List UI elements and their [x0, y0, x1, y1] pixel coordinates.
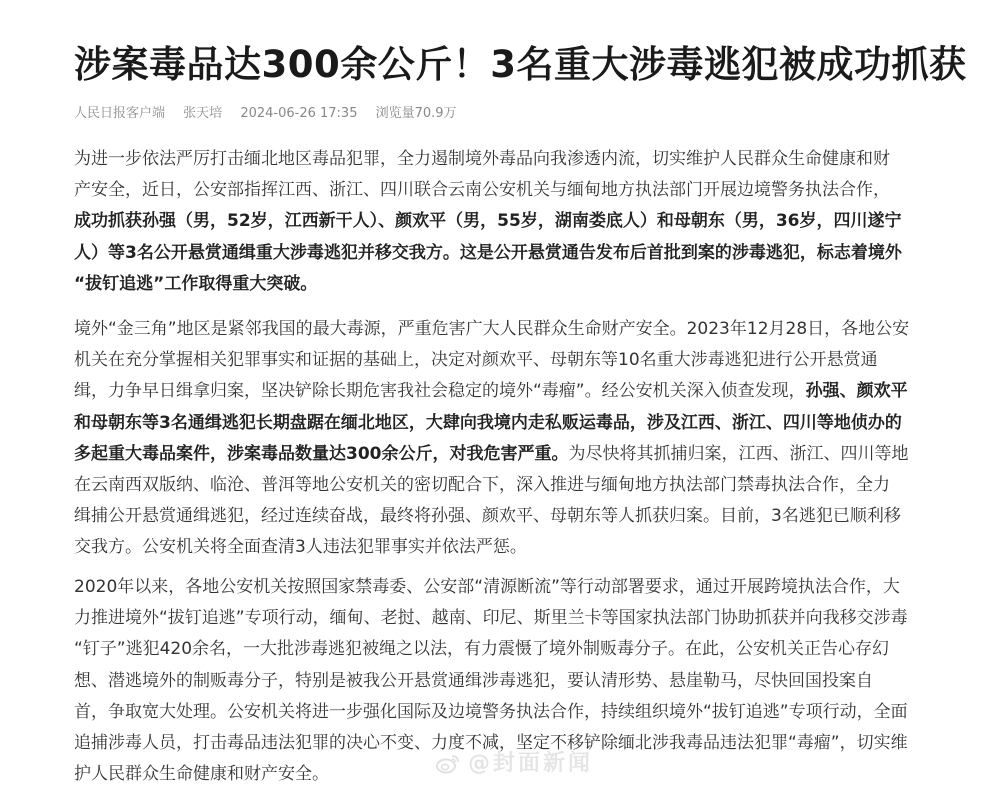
article-title: 涉案毒品达300余公斤！3名重大涉毒逃犯被成功抓获 [74, 43, 967, 86]
paragraph-line [74, 314, 962, 345]
text-segment: 机关在充分掌握相关犯罪事实和证据的基础上，决定对颜欢平、母朝东等10名重大涉毒逃犯进行公开悬赏通 [74, 350, 878, 371]
paragraph-line [74, 144, 962, 175]
watermark-text: @封面新闻 [468, 751, 594, 776]
paragraph-line [74, 376, 962, 407]
bold-text-segment: 孙强、颜欢平 [805, 381, 908, 402]
bold-text-segment: 多起重大毒品案件，涉案毒品数量达300余公斤，对我危害严重。 [74, 443, 569, 464]
text-segment: “钉子”逃犯420余名，一大批涉毒逃犯被绳之以法，有力震慑了境外制贩毒分子。在此，公安机关正告心存幻 [74, 639, 890, 660]
paragraph-line [74, 439, 962, 470]
text-segment: 首，争取宽大处理。公安机关将进一步强化国际及边境警务执法合作，持续组织境外“拔钉追逃”专项行动，全面 [74, 701, 908, 722]
text-segment: 力推进境外“拔钉追逃”专项行动，缅甸、老挝、越南、印尼、斯里兰卡等国家执法部门协助抓获并向我移交涉毒 [74, 608, 908, 629]
meta-datetime: 2024-06-26 17:35 [240, 106, 358, 121]
text-segment: 在云南西双版纳、临沧、普洱等地公安机关的密切配合下，深入推进与缅甸地方执法部门禁毒执法合作，全力 [74, 475, 890, 496]
paragraph-line [74, 501, 962, 532]
paragraph-line [74, 666, 962, 697]
meta-views: 浏览量70.9万 [375, 106, 457, 121]
paragraph-line [74, 206, 962, 237]
text-segment: 缉，力争早日缉拿归案，坚决铲除长期危害我社会稳定的境外“毒瘤”。经公安机关深入侦查发现， [74, 381, 806, 402]
bold-text-segment: 人）等3名公开悬赏通缉重大涉毒逃犯并移交我方。这是公开悬赏通告发布后首批到案的涉毒逃犯，标志着境外 [74, 242, 902, 263]
bold-text-segment: “拔钉追逃”工作取得重大突破。 [74, 273, 318, 294]
paragraph-line [74, 175, 962, 206]
text-segment: 为进一步依法严厉打击缅北地区毒品犯罪，全力遏制境外毒品向我渗透内流，切实维护人民群众生命健康和财 [74, 149, 890, 169]
meta-source[interactable]: 人民日报客户端 [74, 106, 166, 121]
meta-author: 张天培 [183, 106, 223, 121]
paragraph-line [74, 408, 962, 439]
text-segment: 想、潜逃境外的制贩毒分子，特别是被我公开悬赏通缉涉毒逃犯，要认清形势、悬崖勒马，尽快回国投案自 [74, 670, 873, 691]
weibo-logo-icon [436, 754, 460, 774]
paragraph-line [74, 697, 962, 728]
bold-text-segment: 和母朝东等3名通缉逃犯长期盘踞在缅北地区，大肆向我境内走私贩运毒品，涉及江西、浙江、四川等地侦办的 [74, 412, 902, 433]
paragraph-line [74, 238, 962, 269]
watermark [436, 749, 593, 779]
text-segment: 2020年以来，各地公安机关按照国家禁毒委、公安部“清源断流”等行动部署要求，通过开展跨境执法合作，大 [74, 577, 900, 597]
paragraph-line [74, 603, 962, 634]
text-segment: 为尽快将其抓捕归案，江西、浙江、四川等地 [568, 443, 909, 464]
paragraph-line [74, 634, 962, 665]
text-segment: 护人民群众生命健康和财产安全。 [74, 764, 329, 785]
text-segment: 境外“金三角”地区是紧邻我国的最大毒源，严重危害广大人民群众生命财产安全。2023年12月28日，各地公安 [74, 319, 910, 339]
paragraph-line [74, 470, 962, 501]
text-segment: 产安全，近日，公安部指挥江西、浙江、四川联合云南公安机关与缅甸地方执法部门开展边境警务执法合作， [74, 180, 890, 201]
paragraph-line [74, 572, 962, 603]
paragraph-line [74, 269, 962, 300]
article-meta [74, 104, 471, 124]
text-segment: 交我方。公安机关将全面查清3人违法犯罪事实并依法严惩。 [74, 537, 527, 558]
bold-text-segment: 成功抓获孙强（男，52岁，江西新干人）、颜欢平（男，55岁，湖南娄底人）和母朝东（男，36岁，四川遂宁 [74, 211, 902, 232]
article-paragraph-1 [74, 144, 962, 300]
article-paragraph-2 [74, 314, 962, 564]
paragraph-line [74, 345, 962, 376]
text-segment: 追捕涉毒人员，打击毒品违法犯罪的决心不变、力度不减，坚定不移铲除缅北涉我毒品违法犯罪“毒瘤”，切实维 [74, 733, 908, 754]
paragraph-line [74, 532, 962, 563]
text-segment: 缉捕公开悬赏通缉逃犯，经过连续奋战，最终将孙强、颜欢平、母朝东等人抓获归案。目前，3名逃犯已顺利移 [74, 506, 901, 527]
